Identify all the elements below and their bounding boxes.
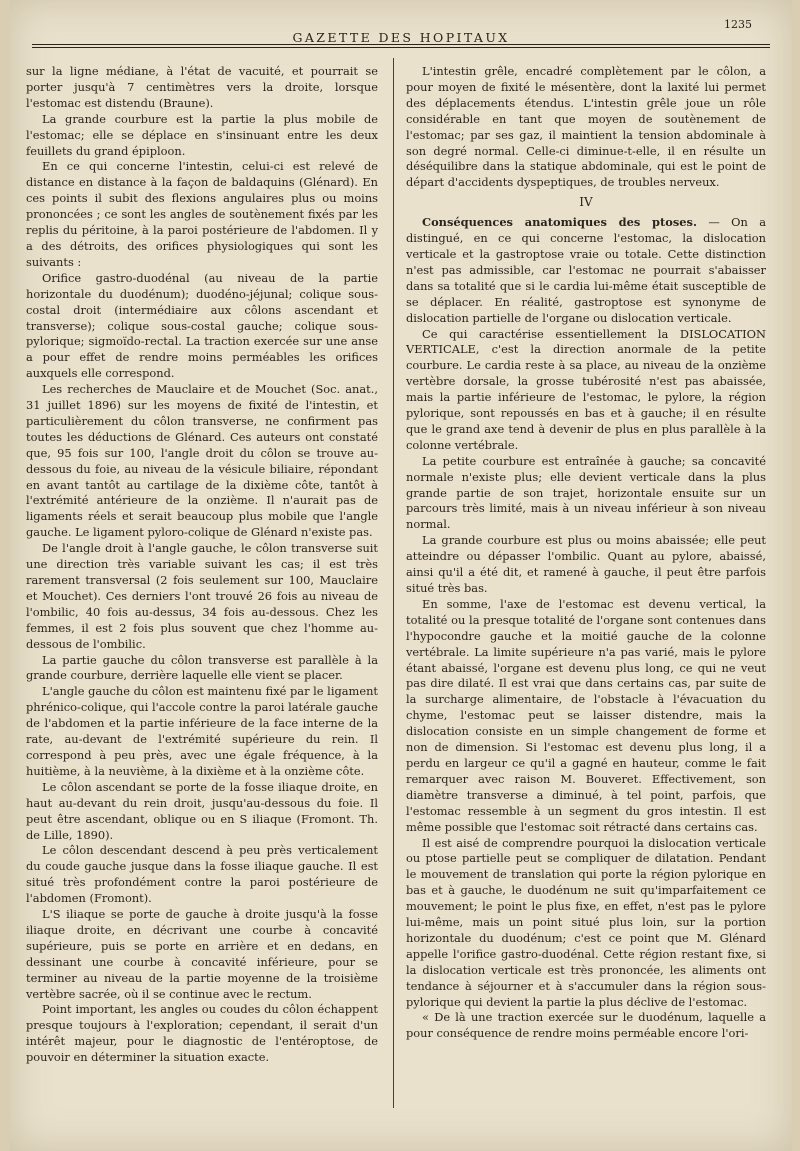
- newspaper-page: [10, 0, 792, 1151]
- paragraph: L'S iliaque se porte de gauche à droite jusqu'à la fosse iliaque droite, en décrivant une courbe à concavité supérieure, puis se porte en arrière et en dedans, en dessinant une courbe à concavité inférieure, pour se terminer au niveau de la partie moyenne de la troisième vertèbre sacrée, où il se continue avec le rectum.: [26, 907, 378, 1001]
- paragraph: La grande courbure est plus ou moins abaissée; elle peut atteindre ou dépasser l'ombilic. Quant au pylore, abaissé, ainsi qu'il a été dit, et ramené à gauche, il peut être parfois situé très bas.: [406, 533, 766, 595]
- paragraph: En ce qui concerne l'intestin, celui-ci est relevé de distance en distance à la façon de baldaquins (Glénard). En ces points il subit des flexions angulaires plus ou moins prononcées ; ce sont les angles de soutènement fixés par les replis du péritoine, à la paroi postérieure de l'abdomen. Il y a des détroits, des orifices physiologiques qui sont les suivants :: [26, 159, 378, 269]
- left-column: [26, 64, 378, 1066]
- paragraph: L'intestin grêle, encadré complètement par le côlon, a pour moyen de fixité le mésentère, dont la laxité lui permet des déplacements étendus. L'intestin grêle joue un rôle considérable en tant que moyen de soutènement de l'estomac; par ses gaz, il maintient la tension abdominale à son degré normal. Celle-ci diminue-t-elle, il en résulte un déséquilibre dans la statique abdominale, qui est le point de départ d'accidents dyspeptiques, de troubles nerveux.: [406, 64, 766, 190]
- journal-title: GAZETTE DES HOPITAUX: [292, 30, 510, 45]
- paragraph: Point important, les angles ou coudes du côlon échappent presque toujours à l'exploration; cependant, il serait d'un intérêt majeur, pour le diagnostic de l'entéroptose, de pouvoir en déterminer la situation exacte.: [26, 1002, 378, 1065]
- column-divider: [393, 58, 394, 1108]
- paragraph: La grande courbure est la partie la plus mobile de l'estomac; elle se déplace en s'insinuant entre les deux feuillets du grand épiploon.: [26, 111, 378, 158]
- header-rule: [32, 44, 770, 45]
- paragraph: Ce qui caractérise essentiellement la DISLOCATION VERTICALE, c'est la direction anormale de la petite courbure. Le cardia reste à sa place, au niveau de la onzième vertèbre dorsale, la grosse tubérosité n'est pas abaissée, mais la partie inférieure de l'estomac, le pylore, la région pylorique, sont repoussés en bas et à gauche; il en résulte que le grand axe tend à devenir de plus en plus parallèle à la colonne vertébrale.: [406, 326, 766, 452]
- paragraph: La partie gauche du côlon transverse est parallèle à la grande courbure, derrière laquelle elle vient se placer.: [26, 652, 378, 683]
- paragraph: sur la ligne médiane, à l'état de vacuité, et pourrait se porter jusqu'à 7 centimètres vers la droite, lorsque l'estomac est distendu (Braune).: [26, 64, 378, 110]
- paragraph: « De là une traction exercée sur le duodénum, laquelle a pour conséquence de rendre moins perméable encore l'ori-: [406, 1010, 766, 1041]
- paragraph: Il est aisé de comprendre pourquoi la dislocation verticale ou ptose partielle peut se compliquer de dilatation. Pendant le mouvement de translation qui porte la région pylorique en bas et à gauche, le duodénum ne suit qu'imparfaitement ce mouvement; le point le plus fixe, en effet, n'est pas le pylore lui-même, mais un point situé plus loin, sur la portion horizontale du duodénum; c'est ce point que M. Glénard appelle l'orifice gastro-duodénal. Cette région restant fixe, si la dislocation verticale est très prononcée, les aliments ont tendance à séjourner et à s'accumuler dans la région sous-pylorique qui devient la partie la plus déclive de l'estomac.: [406, 835, 766, 1009]
- right-column: [406, 64, 766, 1042]
- section-heading: Conséquences anatomiques des ptoses.: [422, 215, 697, 230]
- paragraph-text: — On a distingué, en ce qui concerne l'estomac, la dislocation verticale et la gastroptose vraie ou totale. Cette distinction n'est pas admissible, car l'estomac ne pourrait s'abaisser dans sa totalité que si le cardia lui-même était susceptible de se déplacer. En réalité, gastroptose est synonyme de dislocation partielle de l'organe ou dislocation verticale.: [406, 215, 766, 325]
- paragraph: L'angle gauche du côlon est maintenu fixé par le ligament phrénico-colique, qui l'accole contre la paroi latérale gauche de l'abdomen et la partie inférieure de la face interne de la rate, au-devant de l'extrémité supérieure du rein. Il correspond à peu près, avec une égale fréquence, à la huitième, à la neuvième, à la dixième et à la onzième côte.: [26, 684, 378, 778]
- paragraph: La petite courbure est entraînée à gauche; sa concavité normale n'existe plus; elle devient verticale dans la plus grande partie de son trajet, horizontale ensuite sur un parcours très limité, mais à un niveau inférieur à son niveau normal.: [406, 453, 766, 532]
- paragraph: Orifice gastro-duodénal (au niveau de la partie horizontale du duodénum); duodéno-jéjunal; colique sous-costal droit (intermédiaire aux côlons ascendant et transverse); colique sous-costal gauche; colique sous-pylorique; sigmoïdo-rectal. La traction exercée sur une anse a pour effet de rendre moins perméables les orifices auxquels elle correspond.: [26, 270, 378, 381]
- paragraph: En somme, l'axe de l'estomac est devenu vertical, la totalité ou la presque totalité de l'organe sont contenues dans l'hypocondre gauche et la moitié gauche de la colonne vertébrale. La limite supérieure n'a pas varié, mais le pylore étant abaissé, l'organe est devenu plus long, ce qui ne veut pas dire dilaté. Il est vrai que dans certains cas, par suite de la surcharge alimentaire, de l'obstacle à l'évacuation du chyme, l'estomac peut se laisser distendre, mais la dislocation consiste en un simple changement de forme et non de dimension. Si l'estomac est devenu plus long, il a perdu en largeur ce qu'il a gagné en hauteur, comme le fait remarquer avec raison M. Bouveret. Effectivement, son diamètre transverse a diminué, à tel point, parfois, que l'estomac ressemble à un segment du gros intestin. Il est même possible que l'estomac soit rétracté dans certains cas.: [406, 596, 766, 834]
- header-rule-thin: [32, 47, 770, 48]
- paragraph: Les recherches de Mauclaire et de Mouchet (Soc. anat., 31 juillet 1896) sur les moyens de fixité de l'intestin, et particulièrement du côlon transverse, ne confirment pas toutes les déductions de Glénard. Ces auteurs ont constaté que, 95 fois sur 100, l'angle droit du côlon se trouve au-dessous du foie, au niveau de la vésicule biliaire, répondant en avant tantôt au cartilage de la dixième côte, tantôt à l'extrémité antérieure de la onzième. Il n'aurait pas de ligaments réels et serait beaucoup plus mobile que l'angle gauche. Le ligament pyloro-colique de Glénard n'existe pas.: [26, 382, 378, 540]
- paragraph-with-heading: [406, 215, 766, 326]
- section-number: IV: [579, 195, 593, 210]
- page-number: 1235: [724, 18, 752, 31]
- paragraph: Le côlon descendant descend à peu près verticalement du coude gauche jusque dans la fosse iliaque gauche. Il est situé très profondément contre la paroi postérieure de l'abdomen (Fromont).: [26, 843, 378, 906]
- page-header: [30, 18, 772, 50]
- paragraph: Le côlon ascendant se porte de la fosse iliaque droite, en haut au-devant du rein droit, jusqu'au-dessous du foie. Il peut être ascendant, oblique ou en S iliaque (Fromont. Th. de Lille, 1890).: [26, 779, 378, 842]
- paragraph: De l'angle droit à l'angle gauche, le côlon transverse suit une direction très variable suivant les cas; il est très rarement transversal (2 fois seulement sur 100, Mauclaire et Mouchet). Ces derniers l'ont trouvé 26 fois au niveau de l'ombilic, 40 fois au-dessus, 34 fois au-dessous. Chez les femmes, il est 2 fois plus souvent que chez l'homme au-dessous de l'ombilic.: [26, 541, 378, 651]
